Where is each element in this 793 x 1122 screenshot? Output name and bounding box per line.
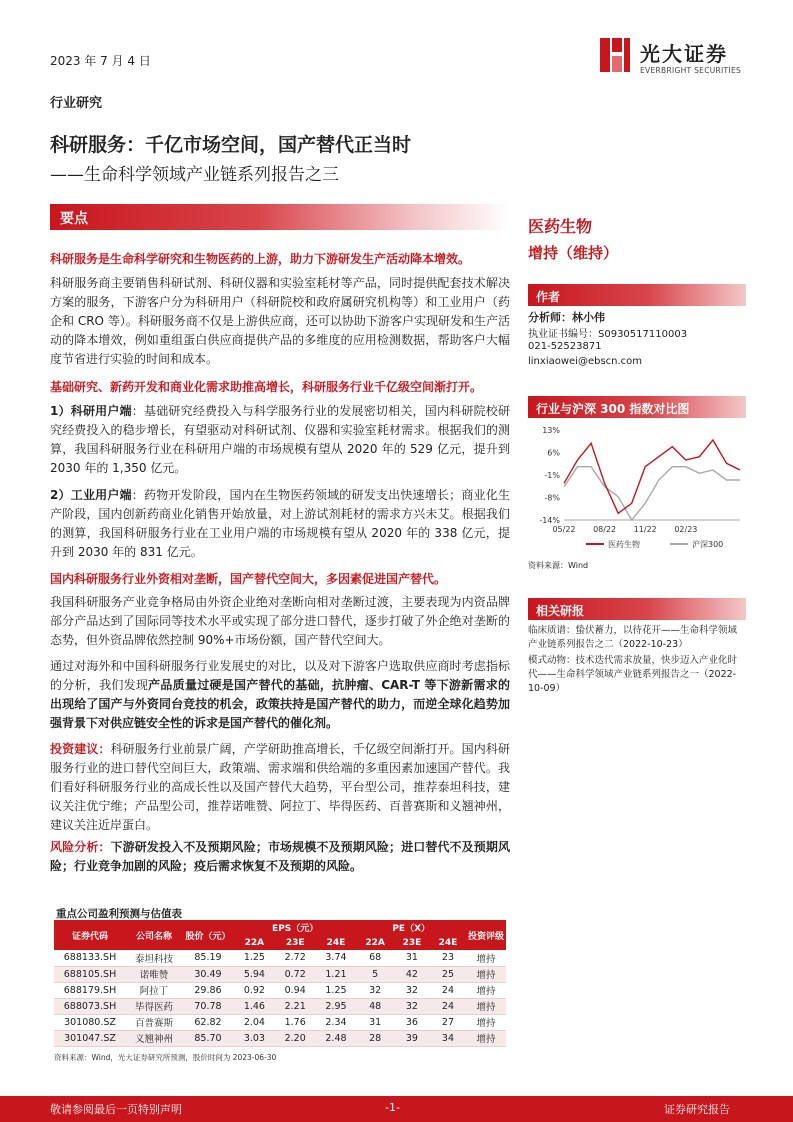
col-year: 22A (356, 935, 394, 950)
sector-rating: 增持（维持） (528, 244, 619, 262)
table-cell: 百普赛斯 (126, 1014, 182, 1030)
table-cell: 增持 (466, 1014, 506, 1030)
logo-subtext: EVERBRIGHT SECURITIES (640, 66, 742, 75)
x-tick-label: 02/23 (674, 525, 698, 534)
table-cell: 62.82 (182, 1014, 234, 1030)
table-cell: 1.21 (316, 966, 357, 982)
table-cell: 0.92 (234, 982, 275, 998)
table-cell: 24 (430, 998, 466, 1014)
table-cell: 5 (356, 966, 394, 982)
table-cell: 24 (430, 982, 466, 998)
table-cell: 阿拉丁 (126, 982, 182, 998)
paragraph-7 (50, 838, 510, 876)
author-bar (528, 284, 746, 306)
table-row (54, 1014, 506, 1030)
table-cell: 增持 (466, 1030, 506, 1046)
col-code: 证券代码 (54, 920, 126, 950)
earnings-forecast-table (54, 920, 506, 1047)
key-points-banner (50, 204, 510, 230)
table-cell: 27 (430, 1014, 466, 1030)
table-cell: 39 (394, 1030, 430, 1046)
table-row (54, 966, 506, 982)
key-points-label: 要点 (60, 211, 88, 227)
table-cell: 32 (394, 998, 430, 1014)
table-row (54, 998, 506, 1014)
series-line (564, 467, 740, 520)
paragraph-2-label: 1）科研用户端 (50, 404, 132, 418)
table-source: 资料来源：Wind，光大证券研究所预测，股价时间为 2023-06-30 (54, 1053, 277, 1062)
table-cell: 毕得医药 (126, 998, 182, 1014)
table-cell: 28 (356, 1030, 394, 1046)
author-label: 作者 (536, 290, 561, 304)
table-cell: 31 (356, 1014, 394, 1030)
table-cell: 3.74 (316, 950, 357, 966)
x-tick-label: 05/22 (552, 525, 576, 534)
table-cell: 5.94 (234, 966, 275, 982)
table-cell: 29.86 (182, 982, 234, 998)
table-cell: 2.04 (234, 1014, 275, 1030)
paragraph-6 (50, 740, 510, 835)
table-cell: 688073.SH (54, 998, 126, 1014)
paragraph-7-text: 下游研发投入不及预期风险；市场规模不及预期风险；进口替代不及预期风险；行业竞争加剧的风险；疫后需求恢复不及预期的风险。 (50, 840, 510, 873)
table-cell: 3.03 (234, 1030, 275, 1046)
paragraph-3 (50, 486, 510, 562)
table-cell: 688133.SH (54, 950, 126, 966)
report-title: 科研服务：千亿市场空间，国产替代正当时 (50, 134, 412, 156)
related-report-2[interactable]: 模式动物：技术迭代需求放量，快步迈入产业化时代——生命科学领域产业链系列报告之一（2022-10-09） (528, 655, 738, 694)
table-row (54, 982, 506, 998)
table-cell: 688105.SH (54, 966, 126, 982)
highlight-3: 国内科研服务行业外资相对垄断，国产替代空间大，多因素促进国产替代。 (50, 572, 447, 586)
table-cell: 2.48 (316, 1030, 357, 1046)
analyst-line (528, 309, 605, 325)
col-year: 23E (275, 935, 316, 950)
y-tick-label: -14% (539, 516, 560, 525)
table-cell: 0.72 (275, 966, 316, 982)
legend-label: 医药生物 (608, 540, 640, 549)
related-label: 相关研报 (536, 604, 585, 618)
table-cell: 1.46 (234, 998, 275, 1014)
paragraph-5-text: 通过对海外和中国科研服务行业发展史的对比，以及对下游客户选取供应商时考虑指标的分析，我们发现 (50, 659, 510, 692)
paragraph-5-emphasis: 产品质量过硬是国产替代的基础，抗肿瘤、CAR-T 等下游新需求的出现给了国产与外资同台竞技的机会，政策扶持是国产替代的助力，而逆全球化趋势加强背景下对供应链安全性的诉求是国产替代的催化剂。 (50, 678, 510, 730)
table-cell: 义翘神州 (126, 1030, 182, 1046)
table-cell: 2.72 (275, 950, 316, 966)
table-cell: 31 (394, 950, 430, 966)
table-cell: 42 (394, 966, 430, 982)
col-year: 24E (430, 935, 466, 950)
page-number: -1- (385, 1101, 400, 1114)
table-cell: 增持 (466, 950, 506, 966)
highlight-1: 科研服务是生命科学研究和生物医药的上游，助力下游研发生产活动降本增效。 (50, 252, 471, 266)
table-cell: 25 (430, 966, 466, 982)
table-cell: 301047.SZ (54, 1030, 126, 1046)
table-cell: 1.76 (275, 1014, 316, 1030)
x-tick-label: 11/22 (633, 525, 657, 534)
paragraph-2-text: ：基础研究经费投入与科学服务行业的发展密切相关，国内科研院校研究经费投入的稳步增长，有望驱动对科研试剂、仪器和实验室耗材需求。根据我们的测算，我国科研服务行业在科研用户端的市场规模有望从 2020 年的 529 亿元，提升到 2030 年的 1,350 亿元。 (50, 404, 510, 475)
col-pe: PE（X） (356, 920, 466, 935)
report-subtitle: ——生命科学领域产业链系列报告之三 (50, 165, 339, 185)
related-report-1[interactable]: 临床质谱：蛰伏蓄力，以待花开——生命科学领域产业链系列报告之二（2022-10-23） (528, 625, 738, 650)
paragraph-3-label: 2）工业用户端 (50, 488, 132, 502)
y-tick-label: -1% (544, 471, 560, 480)
y-tick-label: 6% (547, 448, 560, 458)
paragraph-1: 科研服务商主要销售科研试剂、科研仪器和实验室耗材等产品，同时提供配套技术解决方案的服务，下游客户分为科研用户（科研院校和政府属研究机构等）和工业用户（药企和 CRO 等）。科研服务商不仅是上游供应商，还可以协助下游客户实现研发和生产活动的降本增效，例如重组蛋白供应商提供产品的多维度的应用检测数据，帮助客户大幅度节省进行实验的时间和成本。 (50, 276, 510, 366)
table-cell: 30.49 (182, 966, 234, 982)
col-year: 24E (316, 935, 357, 950)
paragraph-3-text: ：药物开发阶段，国内在生物医药领域的研发支出快速增长；商业化生产阶段，国内创新药商业化销售开始放量，对上游试剂耗材的需求方兴未艾。根据我们的测算，我国科研服务行业在工业用户端的市场规模有望从 2020 年的 338 亿元，提升到 2030 年的 831 亿元。 (50, 488, 510, 559)
analyst-name: 林小伟 (572, 311, 605, 324)
series-line (564, 440, 740, 513)
table-cell: 2.21 (275, 998, 316, 1014)
table-cell: 85.19 (182, 950, 234, 966)
col-price: 股价（元） (182, 920, 234, 950)
table-cell: 2.95 (316, 998, 357, 1014)
col-eps: EPS（元） (234, 920, 356, 935)
sector-name: 医药生物 (528, 217, 593, 236)
table-cell: 85.70 (182, 1030, 234, 1046)
phone-number: 021-52523871 (528, 341, 602, 352)
footer-disclaimer[interactable]: 敬请参阅最后一页特别声明 (50, 1103, 182, 1116)
table-cell: 1.25 (316, 982, 357, 998)
paragraph-4: 我国科研服务产业竞争格局由外资企业绝对垄断向相对垄断过渡，主要表现为内资品牌部分产品达到了国际同等技术水平或实现了部分进口替代，逐步打破了外企绝对垄断的态势，但外资品牌依然控制 90%+市场份额，国产替代空间大。 (50, 595, 510, 647)
table-title: 重点公司盈利预测与估值表 (56, 908, 182, 920)
table-cell: 诺唯赞 (126, 966, 182, 982)
col-rating: 投资评级 (466, 920, 506, 950)
table-cell: 0.94 (275, 982, 316, 998)
paragraph-5 (50, 657, 510, 733)
table-cell: 688179.SH (54, 982, 126, 998)
col-name: 公司名称 (126, 920, 182, 950)
table-cell: 增持 (466, 966, 506, 982)
table-cell: 32 (394, 982, 430, 998)
investment-advice-label: 投资建议： (50, 742, 111, 756)
table-cell: 增持 (466, 998, 506, 1014)
table-cell: 23 (430, 950, 466, 966)
chart-source: 资料来源：Wind (528, 561, 589, 570)
table-cell: 301080.SZ (54, 1014, 126, 1030)
legend-label: 沪深300 (692, 540, 724, 549)
table-cell: 34 (430, 1030, 466, 1046)
col-year: 22A (234, 935, 275, 950)
x-tick-label: 08/22 (593, 525, 617, 534)
index-comparison-chart (528, 420, 748, 558)
y-tick-label: 13% (542, 426, 560, 435)
y-tick-label: -8% (544, 493, 560, 503)
analyst-prefix: 分析师： (528, 311, 572, 324)
table-cell: 32 (356, 982, 394, 998)
table-cell: 68 (356, 950, 394, 966)
table-cell: 2.34 (316, 1014, 357, 1030)
paragraph-2 (50, 402, 510, 478)
paragraph-6-text: 科研服务行业前景广阔，产学研助推高增长，千亿级空间渐打开。国内科研服务行业的进口替代空间巨大，政策端、需求端和供给端的多重因素加速国产替代。我们看好科研服务行业的高成长性以及国产替代大趋势，平台型公司，推荐泰坦科技，建议关注优宁维；产品型公司，推荐诺唯赞、阿拉丁、毕得医药、百普赛斯和义翘神州，建议关注近岸蛋白。 (50, 742, 510, 832)
report-category: 行业研究 (50, 96, 103, 111)
col-year: 23E (394, 935, 430, 950)
table-row (54, 950, 506, 966)
table-cell: 泰坦科技 (126, 950, 182, 966)
email-address[interactable]: linxiaowei@ebscn.com (528, 356, 643, 367)
table-row (54, 1030, 506, 1046)
table-cell: 70.78 (182, 998, 234, 1014)
footer-report-type: 证券研究报告 (664, 1103, 730, 1116)
table-cell: 36 (394, 1014, 430, 1030)
table-cell: 增持 (466, 982, 506, 998)
report-date: 2023 年 7 月 4 日 (50, 54, 151, 68)
highlight-2: 基础研究、新药开发和商业化需求助推高增长，科研服务行业千亿级空间渐打开。 (50, 380, 483, 394)
risk-analysis-label: 风险分析： (50, 840, 111, 854)
license-number: 执业证书编号：S0930517110003 (528, 329, 688, 340)
table-cell: 2.20 (275, 1030, 316, 1046)
table-cell: 1.25 (234, 950, 275, 966)
logo-text: 光大证券 (640, 42, 728, 66)
chart-label: 行业与沪深 300 指数对比图 (536, 402, 690, 416)
table-cell: 48 (356, 998, 394, 1014)
